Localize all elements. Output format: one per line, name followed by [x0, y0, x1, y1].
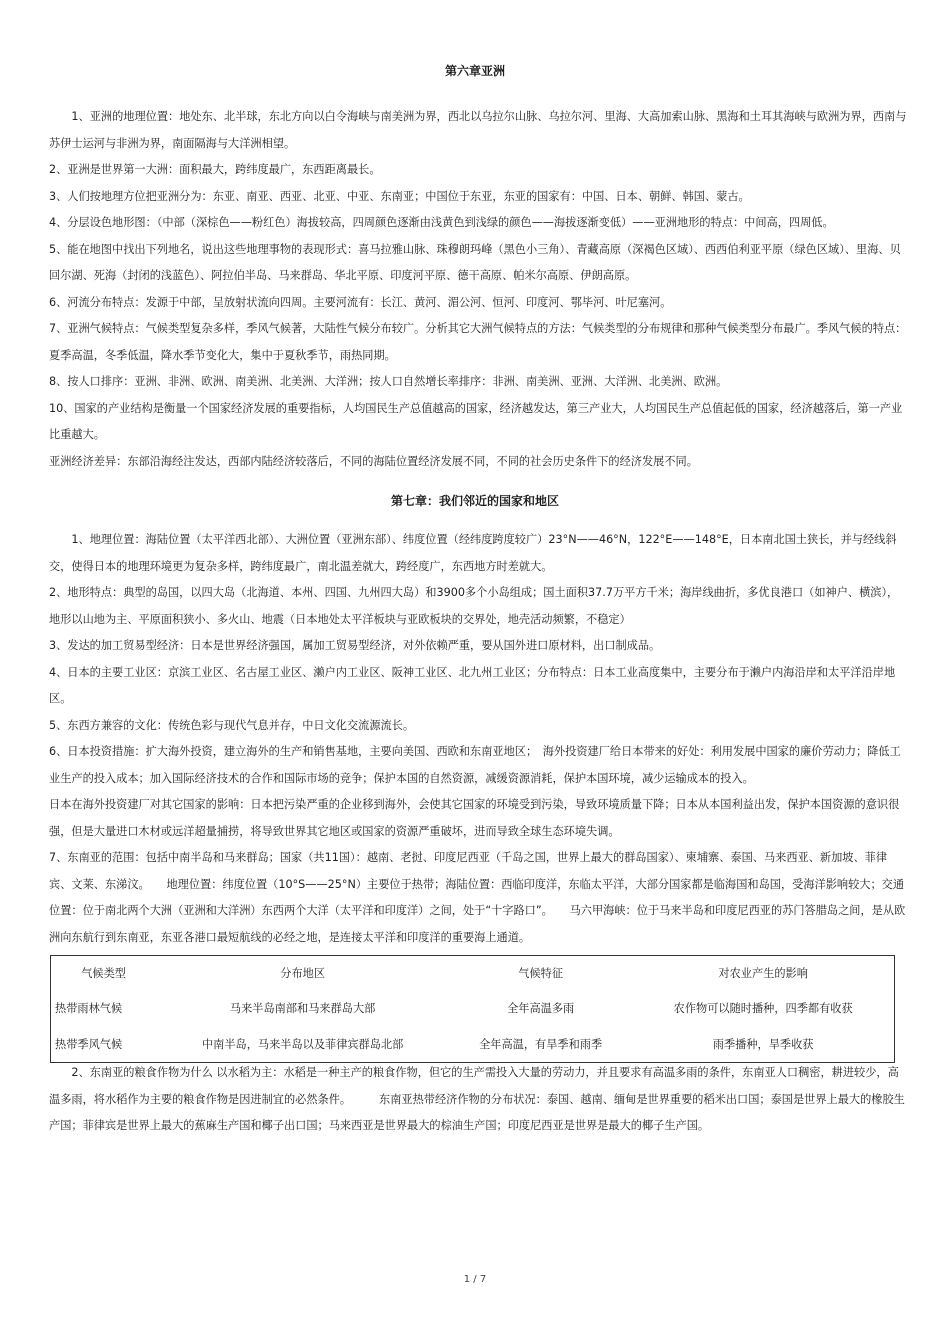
table-cell: 中南半岛，马来半岛以及菲律宾群岛北部	[201, 1038, 404, 1051]
chapter6-para-6: 6、河流分布特点：发源于中部，呈放射状流向四周。主要河流有：长江、黄河、湄公河、恒河、印度河、鄂毕河、叶尼塞河。	[49, 295, 672, 309]
table-cell: 雨季播种，旱季收获	[712, 1038, 814, 1051]
table-row	[51, 990, 895, 1026]
page-number: 1 / 7	[463, 1274, 487, 1285]
table-cell: 农作物可以随时播种，四季都有收获	[673, 1002, 853, 1015]
chapter6-economy-diff: 亚洲经济差异：东部沿海经注发达，西部内陆经济较落后，不同的海陆位置经济发展不同，不同的社会历史条件下的经济发展不同。	[49, 454, 698, 468]
chapter6-para-10: 10、国家的产业结构是衡量一个国家经济发展的重要指标，人均国民生产总值越高的国家，经济越发达，第三产业大，人均国民生产总值起低的国家，经济越落后，第一产业比重越大。	[49, 401, 903, 441]
chapter6-para-4: 4、分层设色地形图：（中部（深棕色——粉红色）海拔较高，四周颜色逐渐由浅黄色到浅绿的颜色——海拔逐渐变低）——亚洲地形的特点：中间高，四周低。	[49, 216, 834, 229]
chapter6-para-5: 5、能在地图中找出下列地名，说出这些地理事物的表现形式：喜马拉雅山脉、珠穆朗玛峰（黑色小三角）、青藏高原（深褐色区域）、西西伯利亚平原（绿色区域）、里海、贝回尔湖、死海（封闭的浅蓝色）、阿拉伯半岛、马来群岛、华北平原、印度河平原、德干高原、帕米尔高原、伊朗高原。	[49, 242, 901, 282]
table-cell: 热带季风气候	[55, 1038, 123, 1051]
table-cell: 马来半岛南部和马来群岛大部	[229, 1002, 376, 1015]
chapter6-title: 第六章亚洲	[444, 64, 505, 78]
chapter7-after-table	[49, 1060, 909, 1140]
table-header-row	[51, 956, 895, 991]
chapter7-para-1: 1、地理位置：海陆位置（太平洋西北部）、大洲位置（亚洲东部）、纬度位置（经纬度跨度较广）23°N——46°N，122°E——148°E，日本南北国土狭长，并与经线斜交，使得日本的地理环境更为复杂多样，跨纬度最广，南北温差就大，跨经度广，东西地方时差就大。	[49, 533, 897, 573]
climate-table	[50, 955, 895, 1063]
southeast-asia-crops-para: 2、东南亚的粮食作物为什么 以水稻为主：水稻是一种主产的粮食作物，但它的生产需投入大量的劳动力，并且要求有高温多雨的条件，东南亚人口稠密，耕进较少，高温多雨，将水稻作为主要的粮食作物是因进制宜的必然条件。 东南亚热带经济作物的分布状况：泰国、越南、缅甸是世界重要的稻米出口国；泰国是世界上最大的橡胶生产国；菲律宾是世界上最大的蕉麻生产国和椰子出口国；马来西亚是世界最大的棕油生产国；印度尼西亚是世界是最大的椰子生产国。	[49, 1066, 905, 1132]
chapter6-para-8: 8、按人口排序：亚洲、非洲、欧洲、南美洲、北美洲、大洋洲；按人口自然增长率排序：非洲、南美洲、亚洲、大洋洲、北美洲、欧洲。	[49, 375, 728, 388]
table-header-cell: 对农业产生的影响	[718, 967, 808, 980]
table-header-cell: 气候特征	[518, 967, 564, 980]
table-cell: 全年高温多雨	[507, 1002, 575, 1015]
chapter7-para-3: 3、发达的加工贸易型经济：日本是世界经济强国，属加工贸易型经济，对外依赖严重，要从国外进口原材料，出口制成品。	[49, 639, 661, 652]
chapter6-para-7: 7、亚洲气候特点：气候类型复杂多样，季风气候著，大陆性气候分布较广。分析其它大洲气候特点的方法：气候类型的分布规律和那种气候类型分布最广。季风气候的特点：夏季高温，冬季低温，降水季节变化大，集中于夏秋季节，雨热同期。	[49, 322, 907, 362]
chapter6-para-2: 2、亚洲是世界第一大洲：面积最大，跨纬度最广，东西距离最长。	[49, 163, 381, 176]
table-header-cell: 气候类型	[81, 967, 126, 980]
table-cell: 热带雨林气候	[55, 1002, 123, 1015]
chapter7-para-4: 4、日本的主要工业区：京滨工业区、名古屋工业区、濑户内工业区、阪神工业区、北九州工业区；分布特点：日本工业高度集中，主要分布于濑户内海沿岸和太平洋沿岸地区。	[49, 665, 896, 705]
chapter7-para-6: 6、日本投资措施：扩大海外投资，建立海外的生产和销售基地，主要向美国、西欧和东南亚地区； 海外投资建厂给日本带来的好处：利用发展中国家的廉价劳动力；降低工业生产的投入成本；加入国际经济技术的合作和国际市场的竞争；保护本国的自然资源，减缓资源消耗，保护本国环境，减少运输成本的投入。	[49, 745, 901, 785]
chapter6-para-1: 1、亚洲的地理位置：地处东、北半球，东北方向以白令海峡与南美洲为界，西北以乌拉尔山脉、乌拉尔河、里海、大高加索山脉、黑海和土耳其海峡与欧洲为界，西南与苏伊士运河与非洲为界，南面隔海与大洋洲相望。	[49, 110, 907, 150]
chapter6-body	[49, 104, 909, 475]
chapter6-para-3: 3、人们按地理方位把亚洲分为：东亚、南亚、西亚、北亚、中亚、东南亚；中国位于东亚，东亚的国家有：中国、日本、朝鲜、韩国、蒙古。	[49, 189, 750, 203]
chapter7-para-5: 5、东西方兼容的文化：传统色彩与现代气息并存，中日文化交流源流长。	[49, 718, 415, 732]
table-cell: 全年高温，有旱季和雨季	[479, 1038, 603, 1051]
chapter7-title: 第七章：我们邻近的国家和地区	[390, 494, 559, 508]
chapter7-para-6b: 日本在海外投资建厂对其它国家的影响：日本把污染严重的企业移到海外，会使其它国家的环境受到污染，导致环境质量下降；日本从本国利益出发，保护本国资源的意识很强，但是大量进口木材或远洋超量捕捞，将导致世界其它地区或国家的资源严重破坏，进而导致全球生态环境失调。	[49, 798, 900, 838]
table-header-cell: 分布地区	[280, 967, 326, 980]
chapter7-body	[49, 527, 909, 951]
chapter7-para-7: 7、东南亚的范围：包括中南半岛和马来群岛；国家（共11国）：越南、老挝、印度尼西亚（千岛之国，世界上最大的群岛国家）、柬埔寨、泰国、马来西亚、新加坡、菲律宾、文莱、东涕汶。 地理位置：纬度位置（10°S——25°N）主要位于热带；海陆位置：西临印度洋，东临太平洋，大部分国家都是临海国和岛国，受海洋影响较大；交通位置：位于南北两个大洲（亚洲和大洋洲）东西两个大洋（太平洋和印度洋）之间，处于“十字路口”。 马六甲海峡：位于马来半岛和印度尼西亚的苏门答腊岛之间，是从欧洲向东航行到东南亚，东亚各港口最短航线的必经之地，是连接太平洋和印度洋的重要海上通道。	[49, 851, 906, 944]
chapter7-para-2: 2、地形特点：典型的岛国，以四大岛（北海道、本州、四国、九州四大岛）和3900多个小岛组成；国土面积37.7万平方千米；海岸线曲折，多优良港口（如神户、横滨），地形以山地为主、平原面积狭小、多火山、地震（日本地处太平洋板块与亚欧板块的交界处，地壳活动频繁，不稳定）	[49, 586, 899, 626]
table-row	[51, 1026, 895, 1063]
